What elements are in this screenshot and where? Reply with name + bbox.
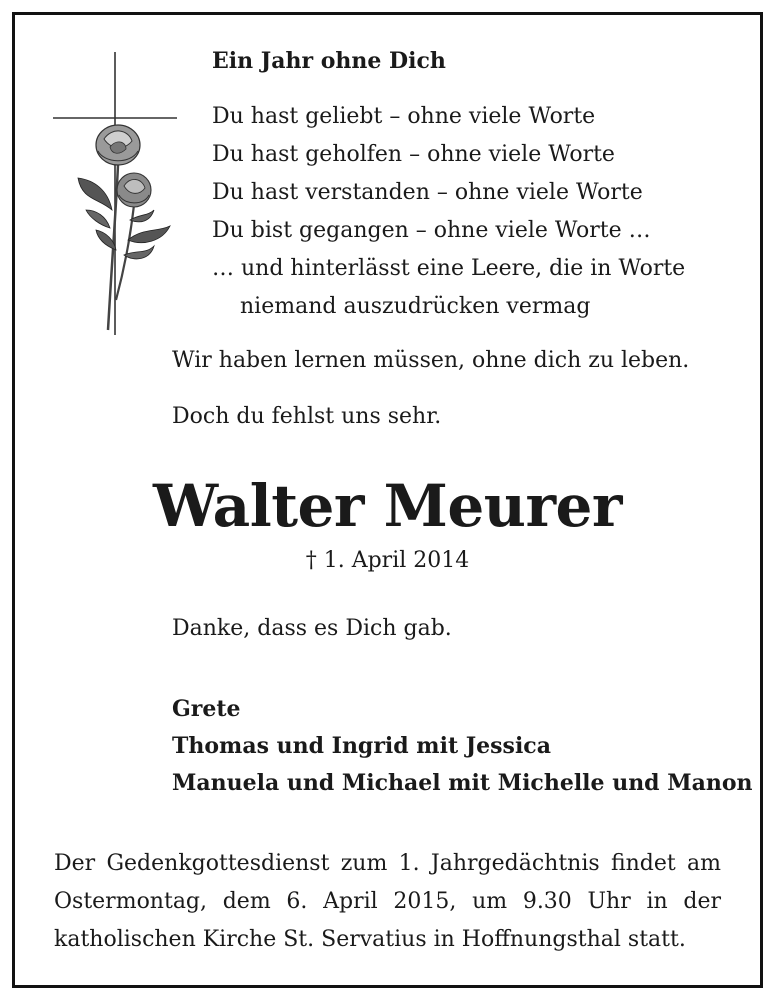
poem-title: Ein Jahr ohne Dich xyxy=(212,48,446,74)
family-member: Thomas und Ingrid mit Jessica xyxy=(172,733,551,759)
text-line: Wir haben lernen müssen, ohne dich zu leben. xyxy=(172,348,690,373)
family-member: Manuela und Michael mit Michelle und Manon xyxy=(172,770,753,796)
poem-line: … und hinterlässt eine Leere, die in Worte xyxy=(212,256,686,281)
poem-line: niemand auszudrücken vermag xyxy=(240,294,591,319)
thanks-line: Danke, dass es Dich gab. xyxy=(172,616,452,641)
poem-line: Du bist gegangen – ohne viele Worte … xyxy=(212,218,651,243)
death-date: † 1. April 2014 xyxy=(305,548,470,573)
deceased-name: Walter Meurer xyxy=(153,472,622,540)
cross-with-roses-icon xyxy=(50,50,180,340)
text-line: Doch du fehlst uns sehr. xyxy=(172,404,442,429)
poem-line: Du hast verstanden – ohne viele Worte xyxy=(212,180,643,205)
poem-line: Du hast geliebt – ohne viele Worte xyxy=(212,104,596,129)
family-member: Grete xyxy=(172,696,241,722)
memorial-service-notice: Der Gedenkgottesdienst zum 1. Jahrgedächtnis findet am Ostermontag, dem 6. April 2015, um 9.30 Uhr in der katholischen Kirche St. Servatius in Hoffnungsthal statt. xyxy=(54,851,721,952)
poem-line: Du hast geholfen – ohne viele Worte xyxy=(212,142,615,167)
